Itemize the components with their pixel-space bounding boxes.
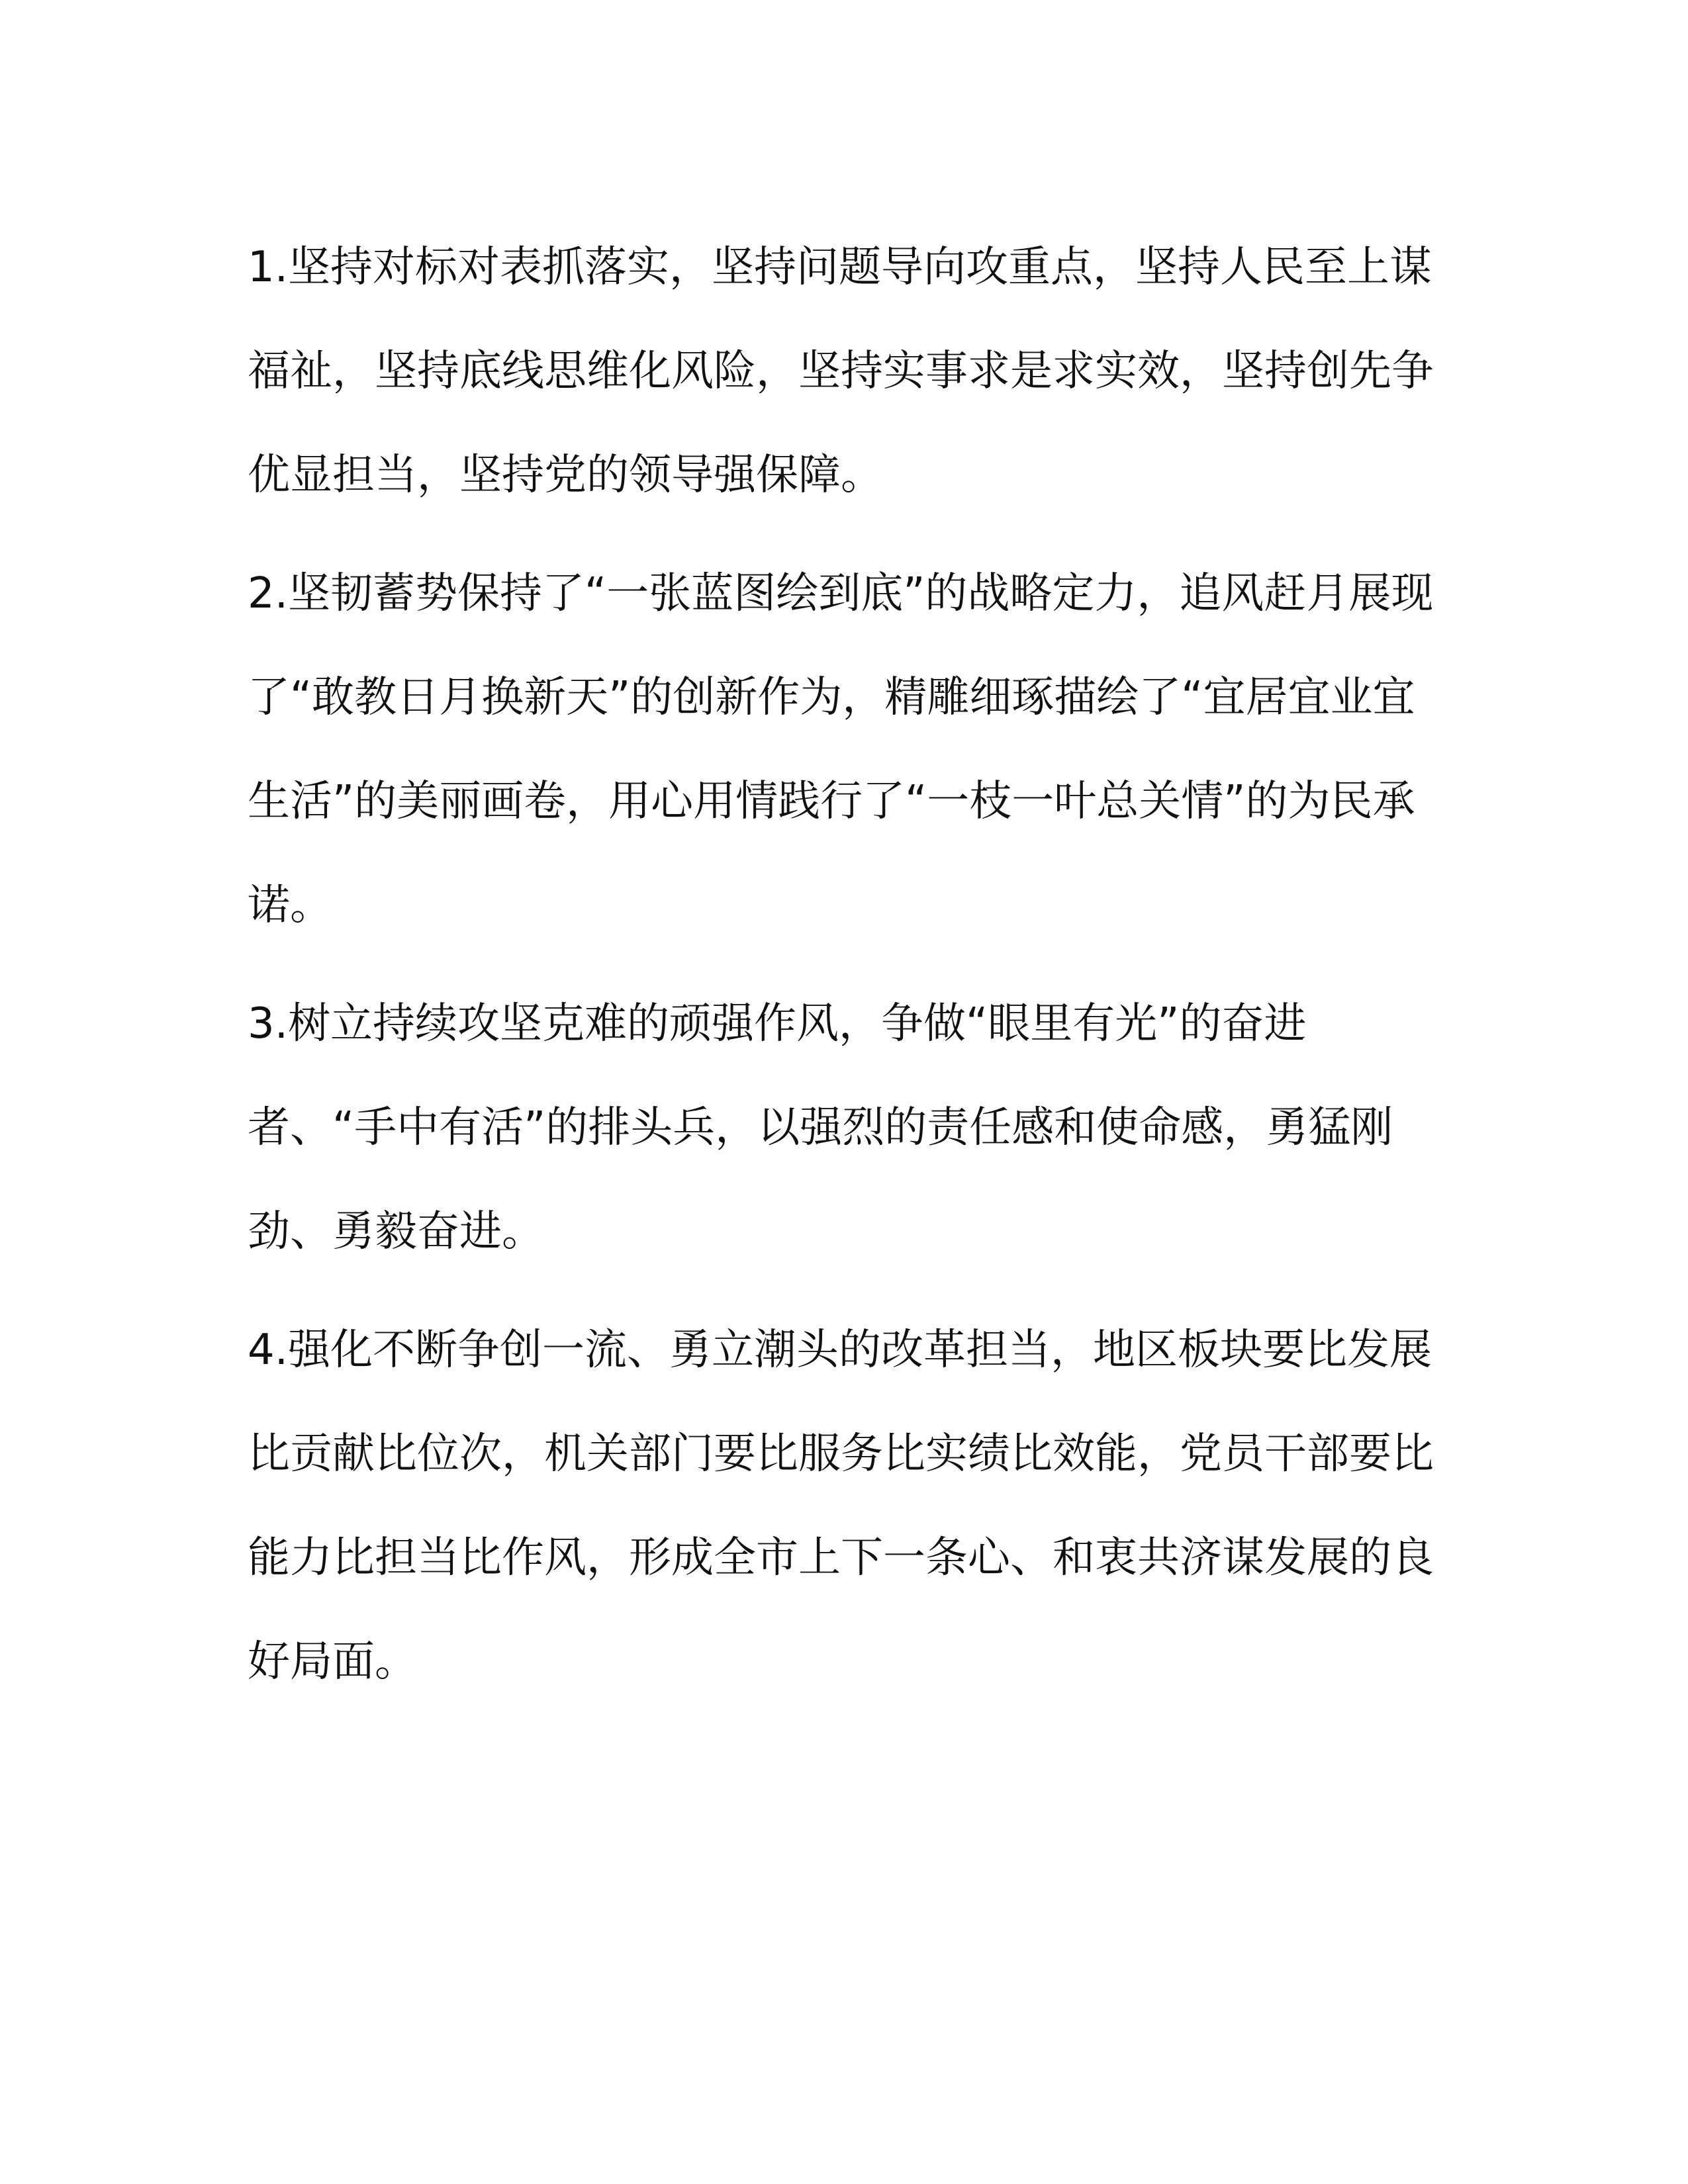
paragraph-4: 4.强化不断争创一流、勇立潮头的改革担当，地区板块要比发展比贡献比位次，机关部门要比服务比实绩比效能，党员干部要比能力比担当比作风，形成全市上下一条心、和衷共济谋发展的良好局面。 xyxy=(248,1326,1434,1686)
paragraph-2: 2.坚韧蓄势保持了“一张蓝图绘到底”的战略定力，追风赶月展现了“敢教日月换新天”的创新作为，精雕细琢描绘了“宜居宜业宜生活”的美丽画卷，用心用情践行了“一枝一叶总关情”的为民承诺。 xyxy=(248,569,1434,930)
paragraph-3: 3.树立持续攻坚克难的顽强作风，争做“眼里有光”的奋进者、“手中有活”的排头兵，以强烈的责任感和使命感，勇猛刚劲、勇毅奋进。 xyxy=(248,999,1393,1256)
document-body xyxy=(248,216,1446,1714)
paragraph-1: 1.坚持对标对表抓落实，坚持问题导向攻重点，坚持人民至上谋福祉，坚持底线思维化风险，坚持实事求是求实效，坚持创先争优显担当，坚持党的领导强保障。 xyxy=(248,243,1434,500)
